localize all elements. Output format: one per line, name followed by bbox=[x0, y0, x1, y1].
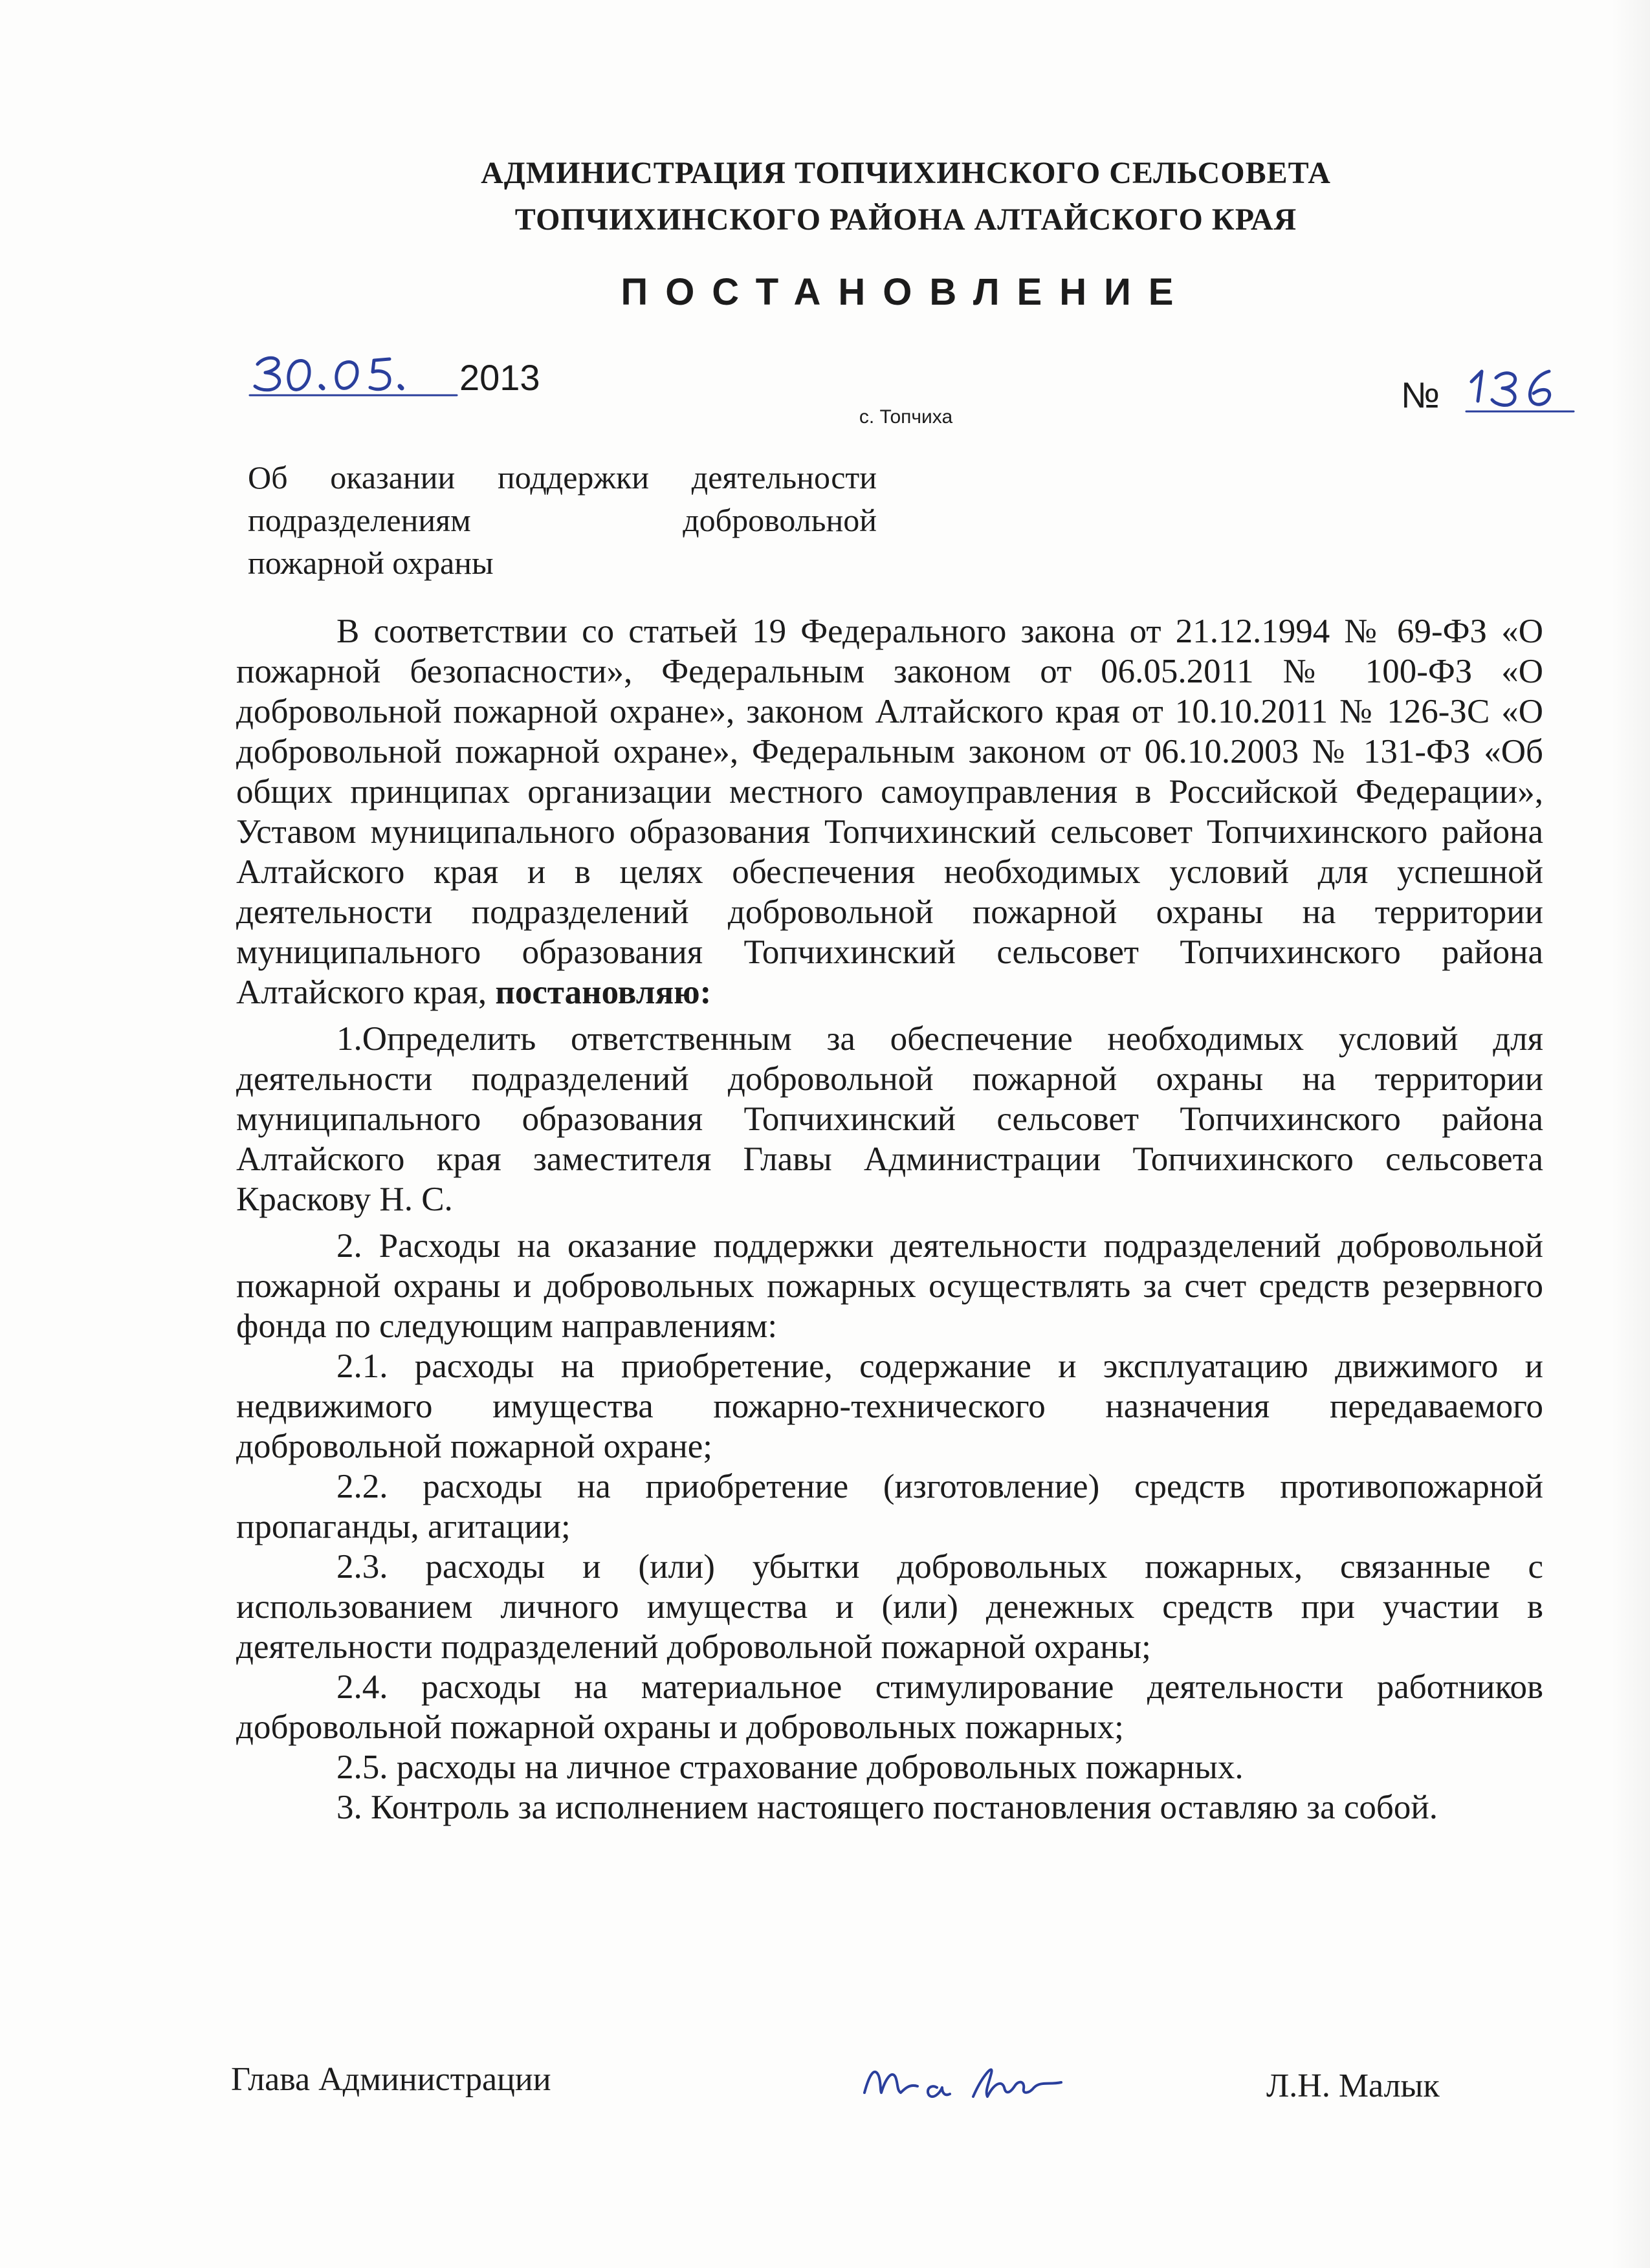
handwritten-number bbox=[1462, 362, 1579, 420]
preamble-text: В соответствии со статьей 19 Федерального закона от 21.12.1994 № 69-ФЗ «О пожарной безопасности», Федеральным законом от 06.05.2011 № 100-ФЗ «О добровольной пожарной охране», законом Алтайского края от 10.10.2011 № 126-ЗС «О добровольной пожарной охране», Федеральным законом от 06.10.2003 № 131-ФЗ «Об общих принципах организации местного самоуправления в Российской Федерации», Уставом муниципального образования Топчихинский сельсовет Топчихинского района Алтайского края и в целях обеспечения необходимых условий для успешной деятельности подразделений добровольной пожарной охраны на территории муниципального образования Топчихинский сельсовет Топчихинского района Алтайского края, bbox=[236, 613, 1543, 1011]
header-line-1: АДМИНИСТРАЦИЯ ТОПЧИХИНСКОГО СЕЛЬСОВЕТА bbox=[481, 156, 1331, 190]
item-2-4: 2.4. расходы на материальное стимулирование деятельности работников добровольной пожарной охраны и добровольных пожарных; bbox=[236, 1668, 1543, 1746]
item-1: 1.Определить ответственным за обеспечение необходимых условий для деятельности подразделений добровольной пожарной охраны на территории муниципального образования Топчихинский сельсовет Топчихинского района Алтайского края заместителя Главы Администрации Топчихинского сельсовета Краскову Н. С. bbox=[236, 1020, 1543, 1218]
item-2-2: 2.2. расходы на приобретение (изготовление) средств противопожарной пропаганды, агитации; bbox=[236, 1468, 1543, 1545]
signer-role: Глава Администрации bbox=[231, 2061, 551, 2098]
scan-edge-shadow bbox=[1611, 0, 1650, 2268]
document-header bbox=[453, 150, 1359, 243]
document-place: с. Топчиха bbox=[859, 406, 953, 428]
item-2-3: 2.3. расходы и (или) убытки добровольных пожарных, связанные с использованием личного имущества и (или) денежных средств при участии в деятельности подразделений добровольной пожарной охраны; bbox=[236, 1548, 1543, 1666]
signer-name: Л.Н. Малык bbox=[1266, 2067, 1440, 2104]
signature-block bbox=[231, 2060, 1460, 2125]
header-line-2: ТОПЧИХИНСКОГО РАЙОНА АЛТАЙСКОГО КРАЯ bbox=[514, 202, 1297, 237]
number-sign: № bbox=[1401, 375, 1440, 415]
handwritten-date bbox=[246, 346, 459, 404]
document-body bbox=[236, 611, 1543, 1827]
document-title bbox=[248, 456, 877, 584]
decree-word: постановляю: bbox=[495, 974, 712, 1011]
item-3: 3. Контроль за исполнением настоящего постановления оставляю за собой. bbox=[336, 1789, 1438, 1826]
title-line-1: Об оказании поддержки деятельности bbox=[248, 459, 877, 496]
title-line-2: подразделениям добровольной bbox=[248, 502, 877, 538]
title-line-3: пожарной охраны bbox=[248, 545, 494, 581]
document-number bbox=[1401, 362, 1595, 414]
handwritten-signature bbox=[855, 2047, 1101, 2119]
item-2: 2. Расходы на оказание поддержки деятельности подразделений добровольной пожарной охраны и добровольных пожарных осуществлять за счет средств резервного фонда по следующим направлениям: bbox=[236, 1227, 1543, 1345]
item-2-5: 2.5. расходы на личное страхование добровольных пожарных. bbox=[336, 1749, 1244, 1786]
item-2-1: 2.1. расходы на приобретение, содержание и эксплуатацию движимого и недвижимого имущества пожарно-технического назначения передаваемого добровольной пожарной охране; bbox=[236, 1347, 1543, 1465]
document-type: ПОСТАНОВЛЕНИЕ bbox=[621, 271, 1191, 313]
date-year: 2013 bbox=[459, 357, 540, 398]
preamble-paragraph bbox=[236, 611, 1543, 1012]
